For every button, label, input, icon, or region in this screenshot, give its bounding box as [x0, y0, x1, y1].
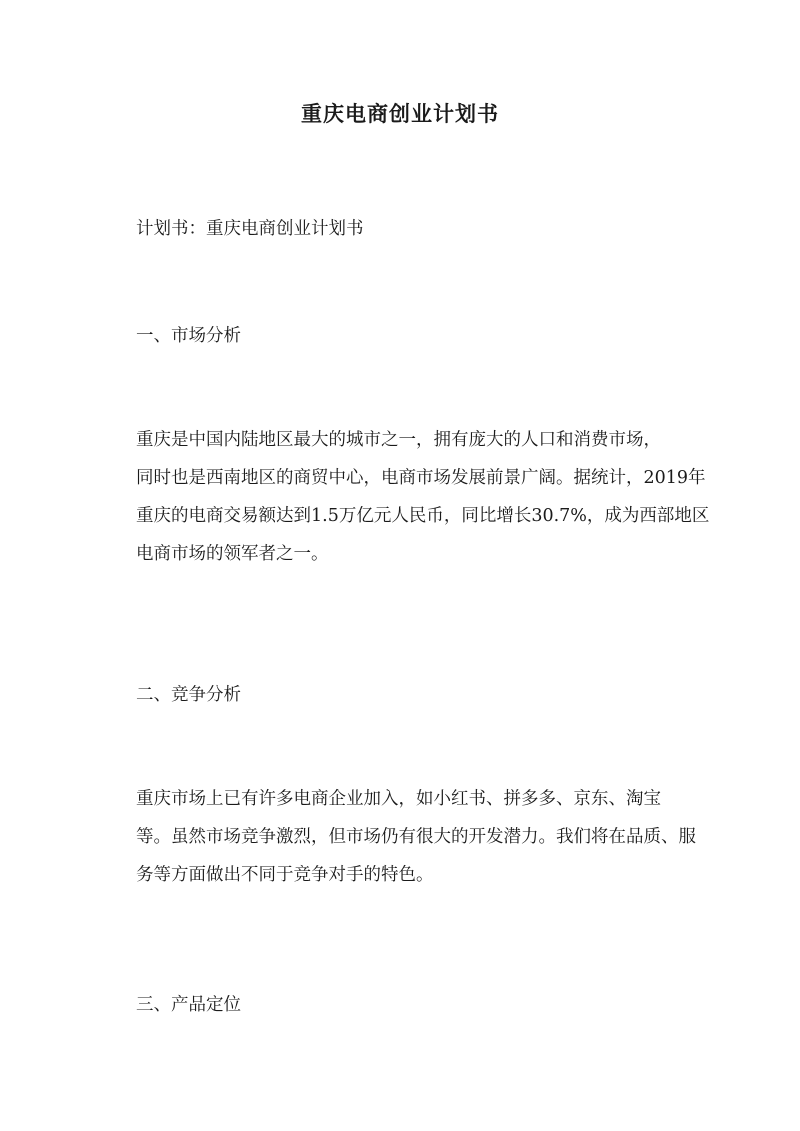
- paragraph-line: 同时也是西南地区的商贸中心，电商市场发展前景广阔。据统计，2019年: [136, 468, 706, 488]
- paragraph-line: 等。虽然市场竞争激烈，但市场仍有很大的开发潜力。我们将在品质、服: [136, 827, 696, 847]
- paragraph-line: 重庆的电商交易额达到1.5万亿元人民币，同比增长30.7%，成为西部地区: [136, 506, 710, 526]
- document-subtitle: 计划书：重庆电商创业计划书: [136, 219, 364, 239]
- section-heading-competition: 二、竞争分析: [136, 685, 241, 705]
- paragraph-line: 务等方面做出不同于竞争对手的特色。: [136, 865, 434, 885]
- document-title: 重庆电商创业计划书: [301, 101, 499, 126]
- section-heading-positioning: 三、产品定位: [136, 995, 241, 1015]
- paragraph-line: 重庆是中国内陆地区最大的城市之一，拥有庞大的人口和消费市场，: [136, 430, 661, 450]
- paragraph-line: 电商市场的领军者之一。: [136, 544, 329, 564]
- paragraph-line: 重庆市场上已有许多电商企业加入，如小红书、拼多多、京东、淘宝: [136, 789, 661, 809]
- section-body-market: [136, 421, 710, 573]
- section-body-competition: [136, 780, 694, 894]
- section-heading-market: 一、市场分析: [136, 326, 241, 346]
